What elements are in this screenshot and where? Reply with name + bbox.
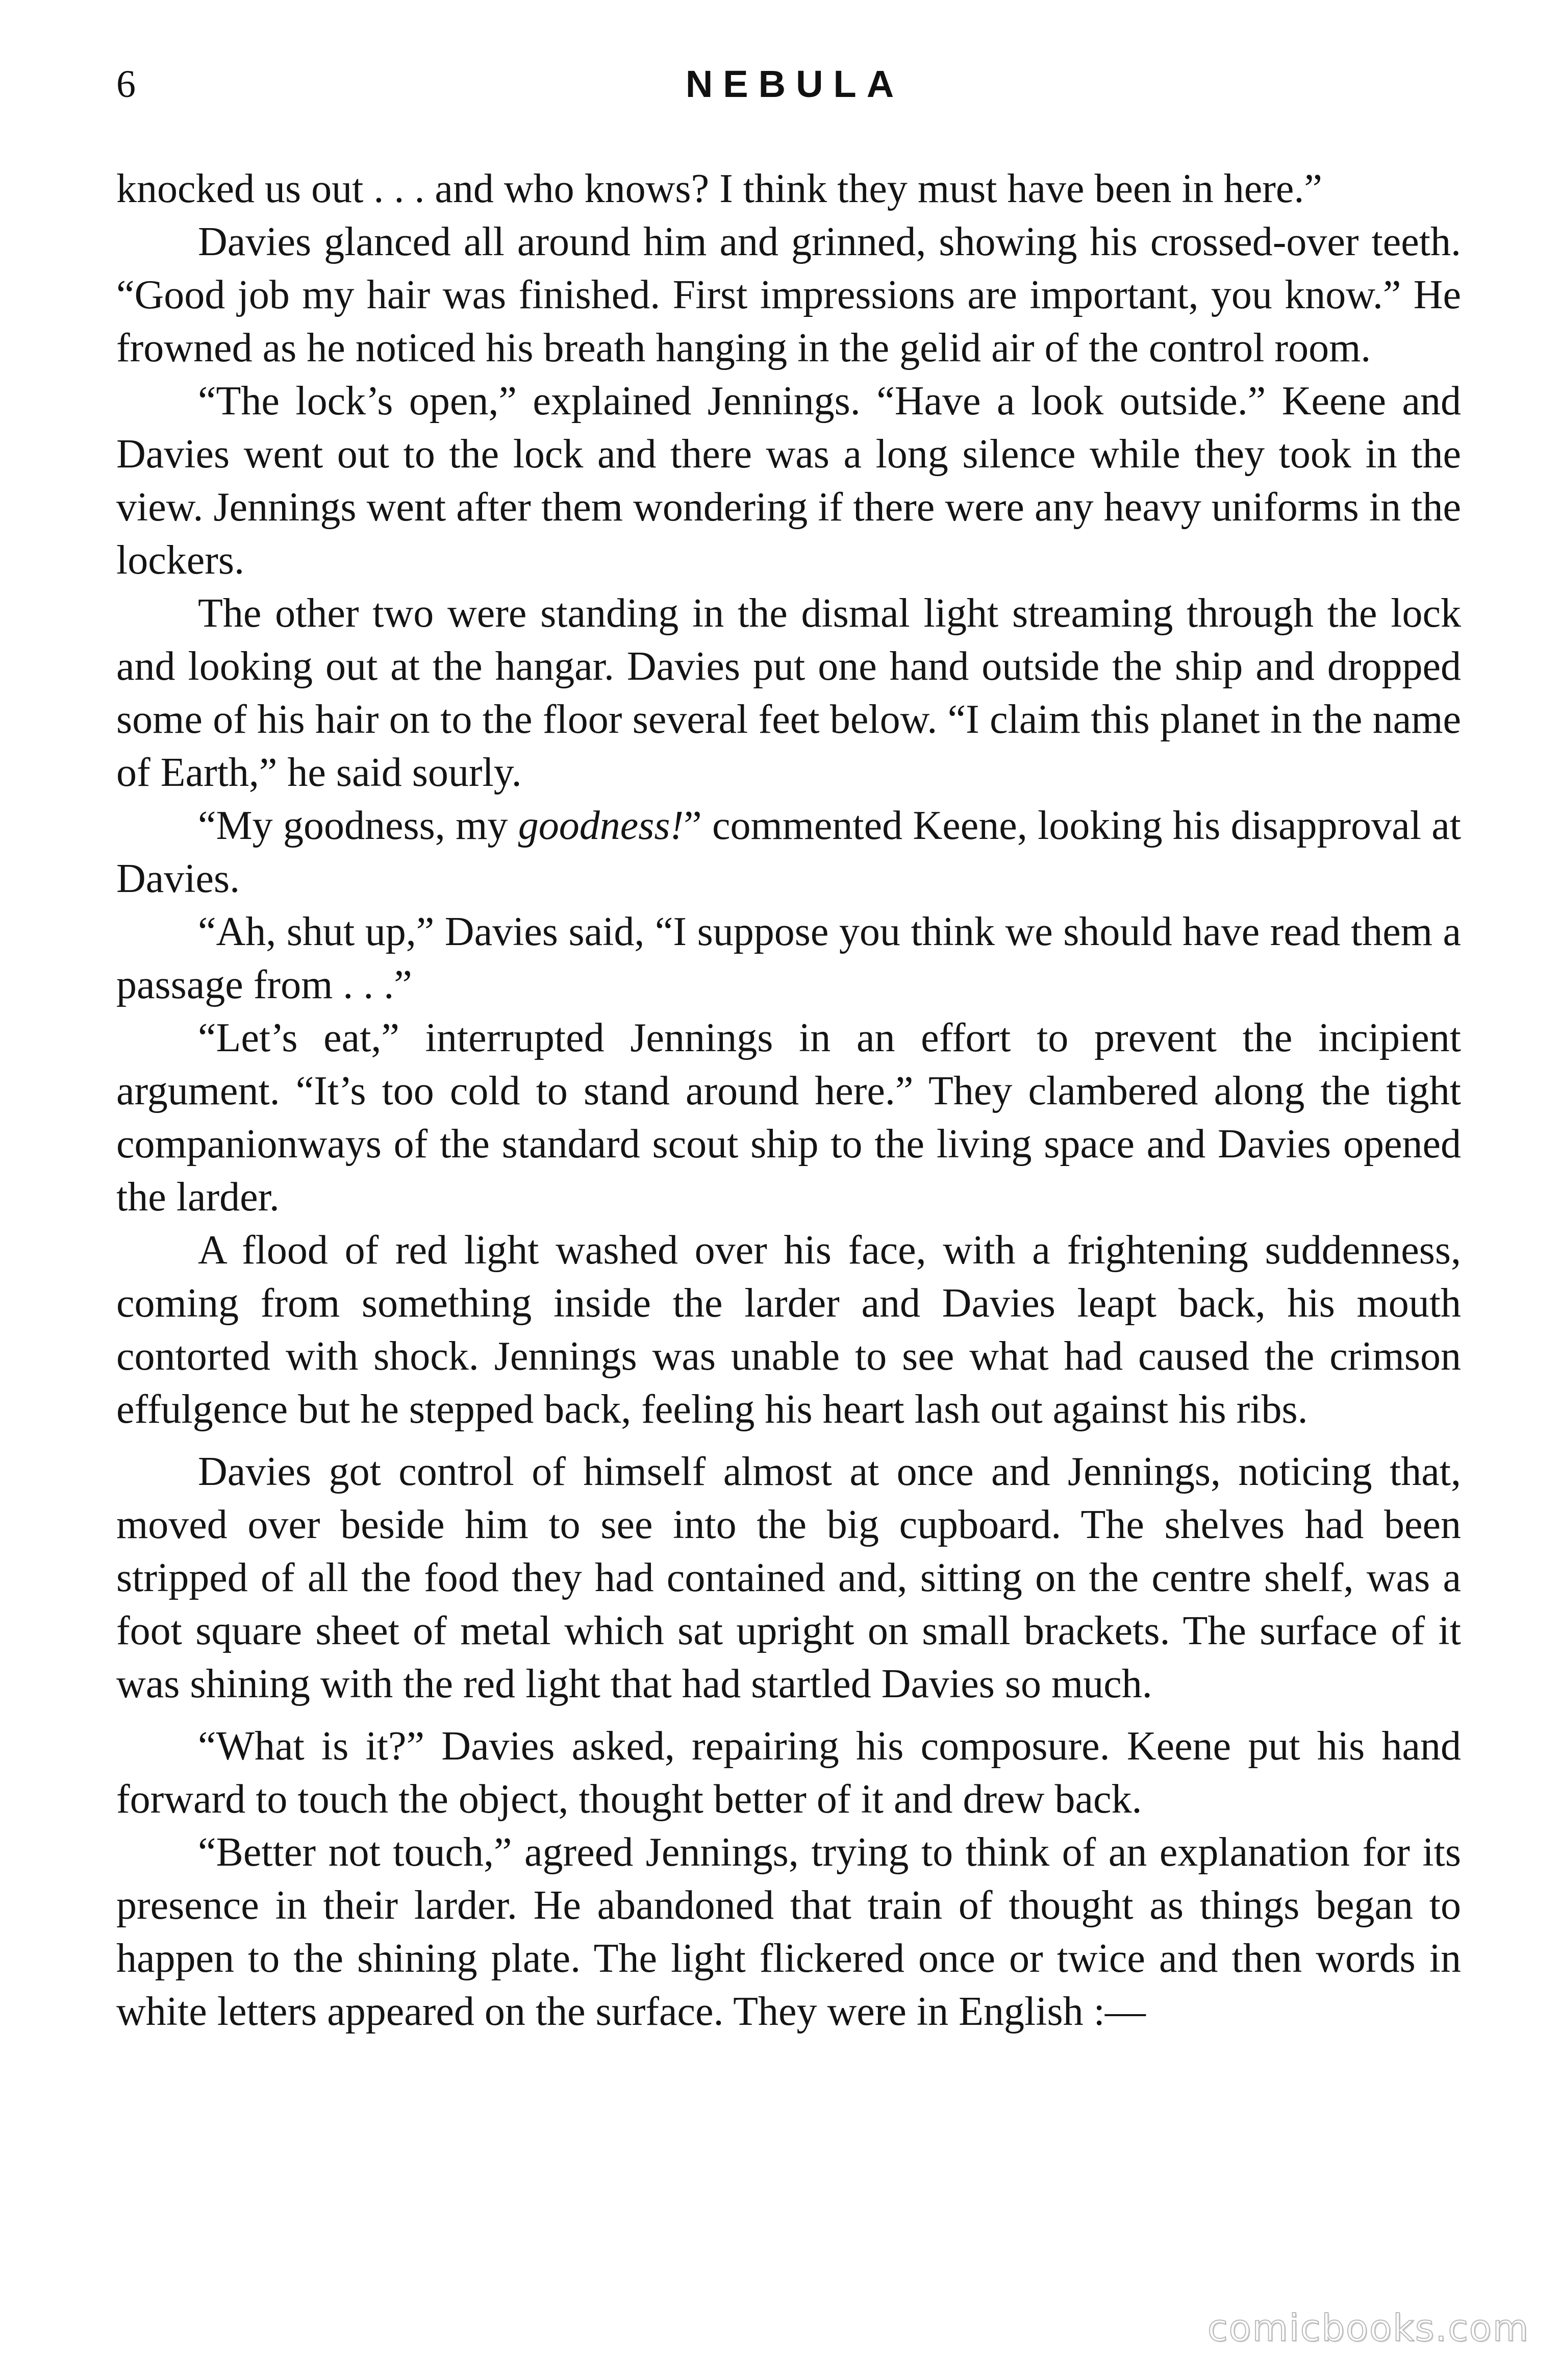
paragraph: The other two were standing in the dismal light streaming through the lock and looking out at the hangar. Davies put one hand outside the ship and dropped some of his hair on to the floor several feet below. “I claim this planet in the name of Earth,” he said sourly. — [116, 591, 1461, 795]
paragraph: “Better not touch,” agreed Jennings, trying to think of an explanation for its presence in their larder. He abandoned that train of thought as things began to happen to the shining plate. The light flickered once or twice and then words in white letters appeared on the surface. They were in English :— — [116, 1830, 1461, 2034]
paragraph — [116, 799, 1461, 905]
emphasized-text: goodness! — [518, 803, 684, 848]
paragraph: “The lock’s open,” explained Jennings. “Have a look outside.” Keene and Davies went out to the lock and there was a long silence while they took in the view. Jennings went after them wondering if there were any heavy uniforms in the lockers. — [116, 379, 1461, 583]
watermark: comicbooks.com — [1207, 2307, 1529, 2349]
page-header — [116, 56, 1463, 112]
paragraph: “Ah, shut up,” Davies said, “I suppose you think we should have read them a passage from . . .” — [116, 909, 1461, 1007]
paragraph-text: “My goodness, my — [198, 803, 518, 848]
page-number: 6 — [116, 63, 136, 106]
paragraph-text: ” commented Keene, looking his disapproval at Davies. — [116, 803, 1461, 901]
running-head: NEBULA — [685, 63, 904, 105]
paragraph: Davies glanced all around him and grinned, showing his crossed-over teeth. “Good job my hair was finished. First impressions are important, you know.” He frowned as he noticed his breath hanging in the gelid air of the control room. — [116, 219, 1461, 370]
body-text — [116, 162, 1461, 2038]
paragraph: Davies got control of himself almost at once and Jennings, noticing that, moved over beside him to see into the big cupboard. The shelves had been stripped of all the food they had contained and, sitting on the centre shelf, was a foot square sheet of metal which sat upright on small brackets. The surface of it was shining with the red light that had startled Davies so much. — [116, 1449, 1461, 1706]
paragraph: “What is it?” Davies asked, repairing his composure. Keene put his hand forward to touch the object, thought better of it and drew back. — [116, 1724, 1461, 1822]
paragraph: knocked us out . . . and who knows? I think they must have been in here.” — [116, 166, 1322, 211]
paragraph: A flood of red light washed over his face, with a frightening suddenness, coming from something inside the larder and Davies leapt back, his mouth contorted with shock. Jennings was unable to see what had caused the crimson effulgence but he stepped back, feeling his heart lash out against his ribs. — [116, 1228, 1461, 1432]
paragraph: “Let’s eat,” interrupted Jennings in an effort to prevent the incipient argument. “It’s too cold to stand around here.” They clambered along the tight companionways of the standard scout ship to the living space and Davies opened the larder. — [116, 1015, 1461, 1220]
